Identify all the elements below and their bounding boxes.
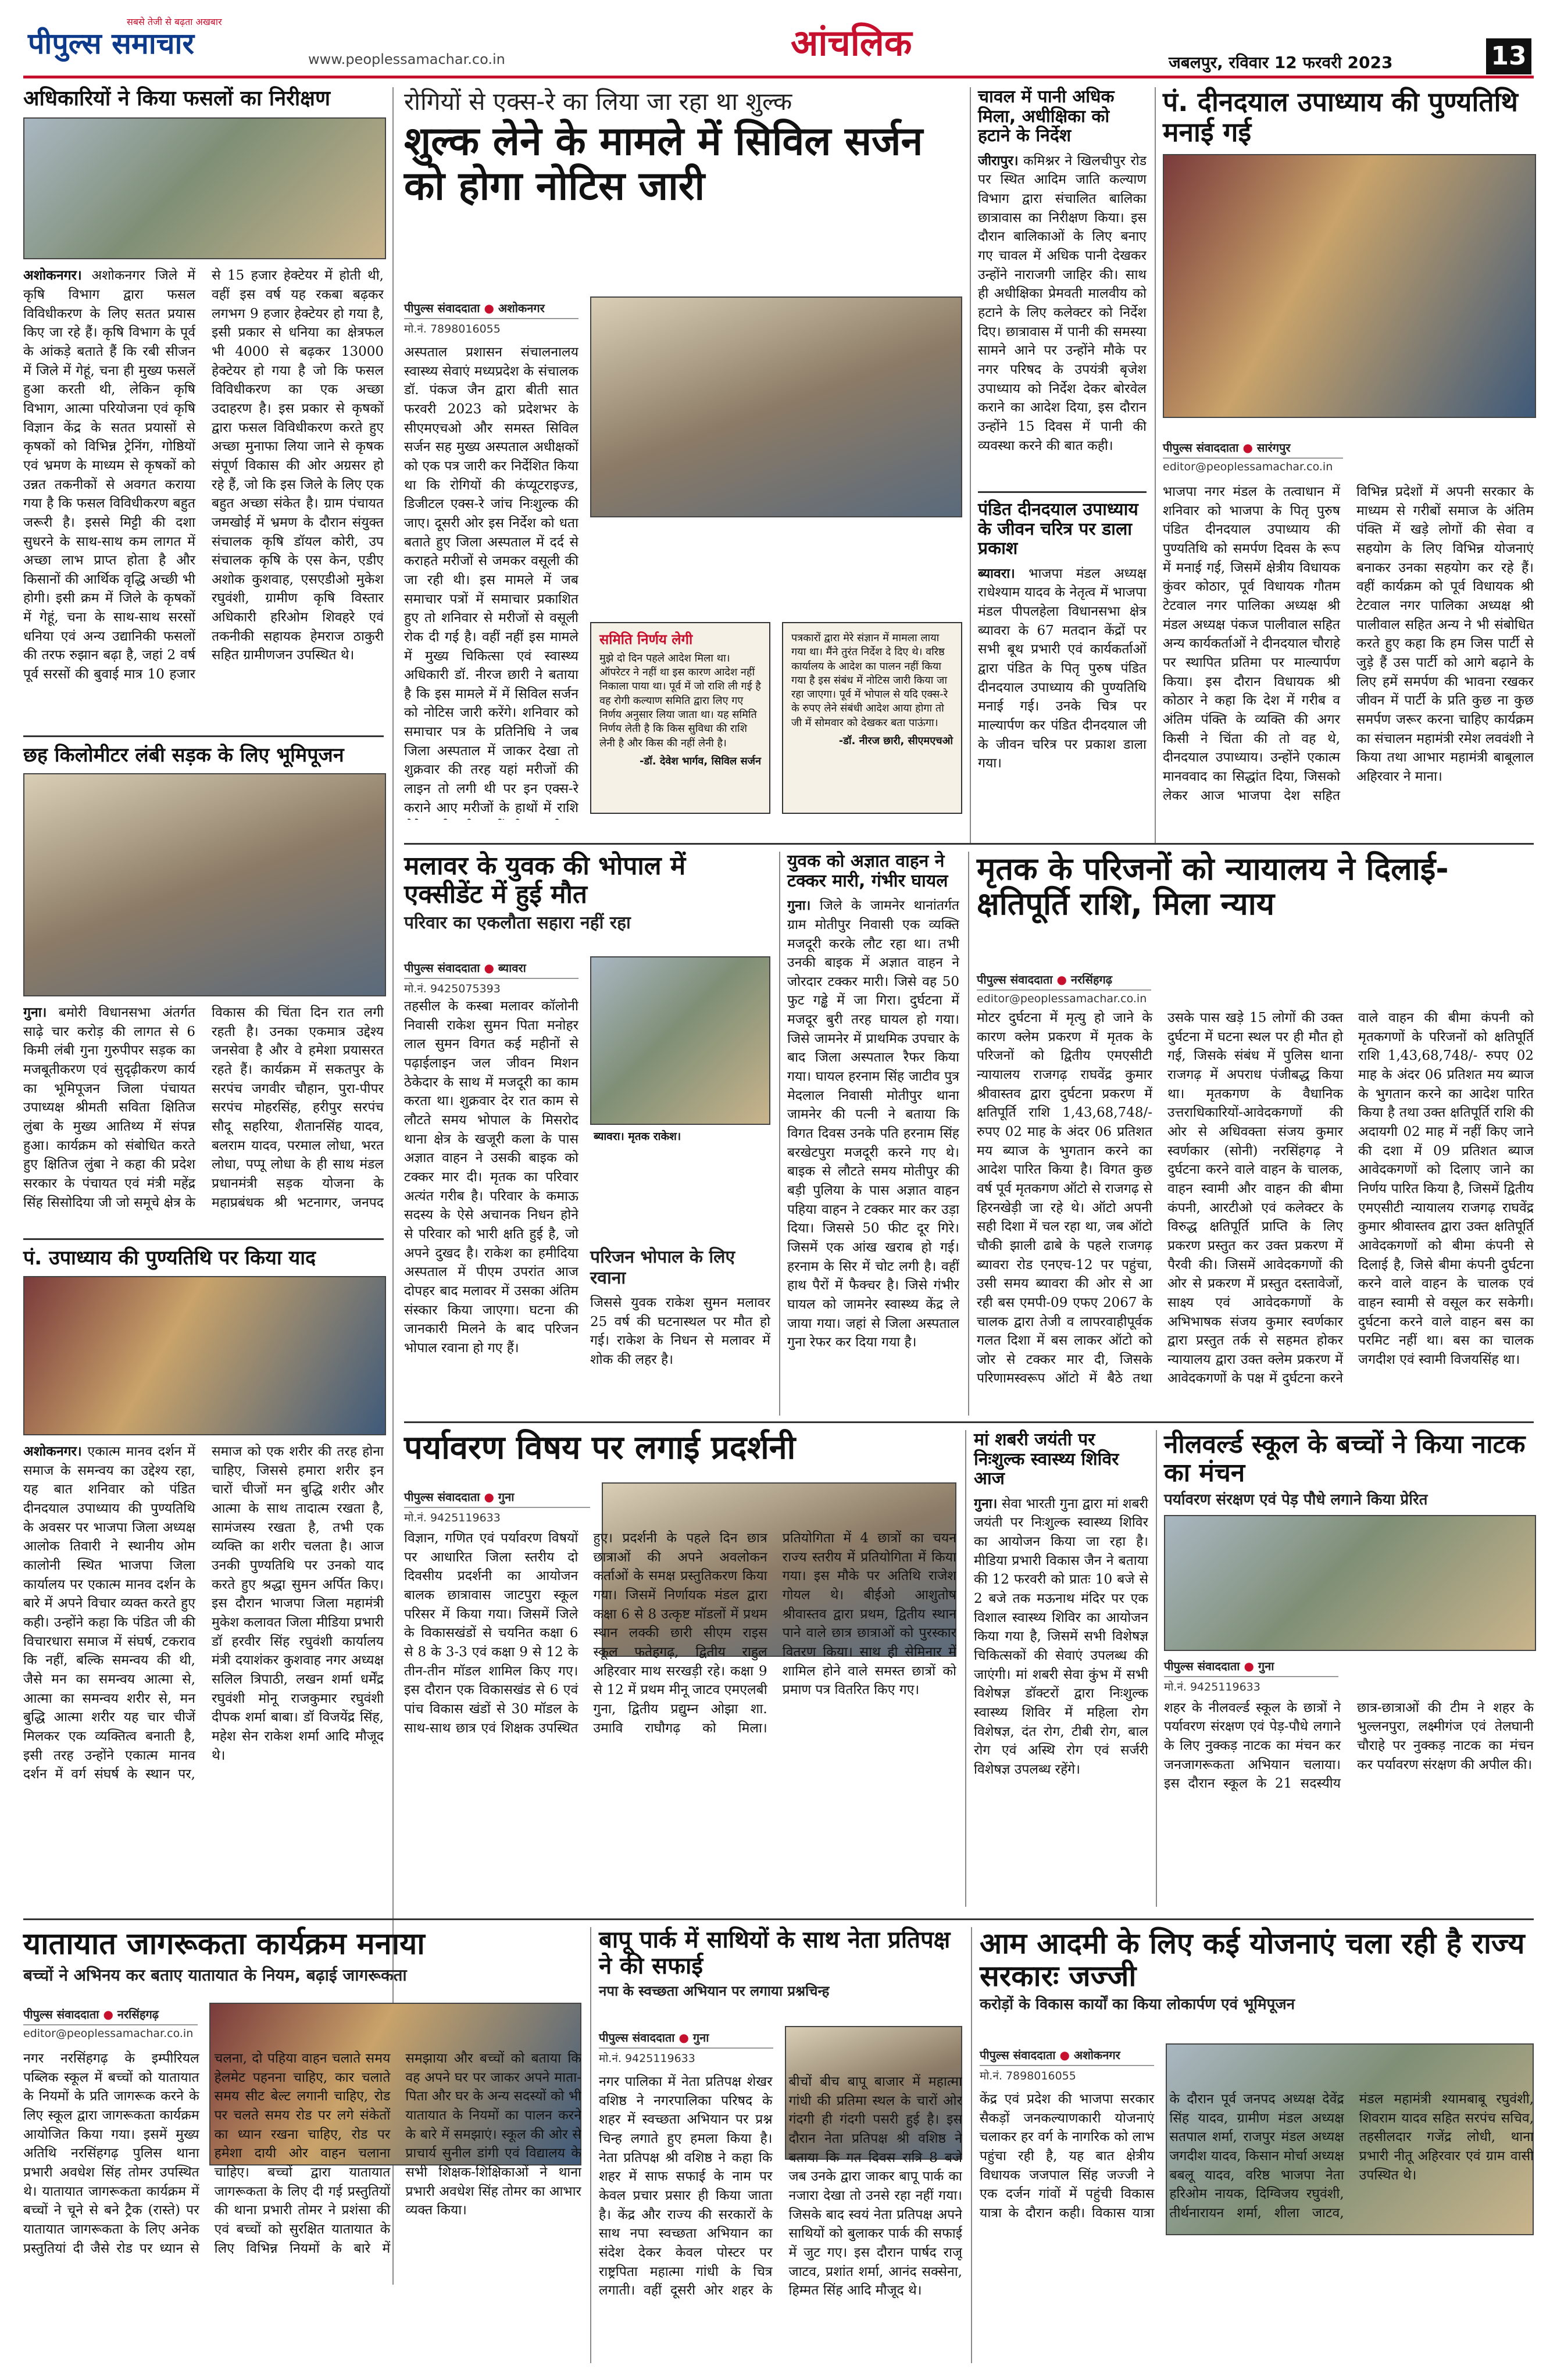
article-traffic: [23, 1927, 581, 2369]
quote-sign: -डॉ. नीरज छारी, सीएमएचओ: [838, 735, 953, 748]
column-rule: [971, 1927, 972, 2363]
deceased-photo: [590, 956, 770, 1125]
quote-title: समिति निर्णय लेगी: [599, 631, 693, 648]
dateline: अशोकनगर।: [23, 268, 82, 284]
byline-mobile: मो.नं. 7898016055: [404, 323, 501, 335]
byline-place: अशोकनगर: [1073, 2048, 1120, 2062]
byline-label: पीपुल्स संवाददाता: [23, 2007, 99, 2021]
headline: पं. उपाध्याय की पुण्यतिथि पर किया याद: [23, 1246, 316, 1270]
byline: पीपुल्स संवाददाता ● अशोकनगर मो.नं. 7898016055: [980, 2043, 1154, 2083]
deck: परिवार का एकलौता सहारा नहीं रहा: [404, 912, 631, 933]
neelwarld-photo: [1164, 1515, 1536, 1651]
byline-place: गुना: [692, 2031, 709, 2045]
article-crops: [23, 87, 384, 727]
quote-text: मुझे दो दिन पहले आदेश मिला था। ऑपरेटर ने नहीं था इस कारण आदेश नहीं निकाला पाया था। पूर्व में जो राशि ली गई है वह रोगी कल्याण समिति द्वारा लिए गए निर्णय अनुसार लिया जाता था। यह समिति निर्णय लेती है कि किस सुविधा की राशि लेनी है और किस की नहीं लेनी है।: [599, 652, 761, 749]
byline-place: ब्यावरा: [498, 961, 526, 975]
byline-label: पीपुल्स संवाददाता: [1164, 1659, 1240, 1673]
article-sarangpur: [1163, 87, 1534, 837]
paper-tagline: सबसे तेजी से बढ़ता अखबार: [127, 16, 222, 27]
deck: बच्चों ने अभिनय कर बताए यातायात के नियम, बढ़ाई जागरूकता: [23, 1966, 407, 1985]
sub-body: जिससे युवक राकेश सुमन मलावर 25 वर्ष की घटनास्थल पर मौत हो गई। राकेश के निधन से मलावर में शोक की लहर है।: [590, 1295, 770, 1367]
article-body: भाजपा नगर मंडल के तत्वाधान में शनिवार को भाजपा के पितृ पुरुष पंडित दीनदयाल उपाध्याय की पुण्यतिथि को समर्पण दिवस के रूप में मनाई गई, जिसमें क्षेत्रीय विधायक कुंवर कोठार, पूर्व विधायक गौतम टेटवाल नगर पालिका अध्यक्ष श्री मंडल अध्यक्ष पंकज पालीवाल सहित अन्य कार्यकर्ताओं ने दीनदयाल चौराहे पर स्थापित प्रतिमा पर माल्यार्पण किया। इस दौरान विधायक श्री कोठार ने कहा कि देश में गरीब व अंतिम पंक्ति के व्यक्ति की अगर किसी ने चिंता की तो वह थे, दीनदयाल उपाध्याय। उन्होंने एकात्म मानववाद का सिद्धांत दिया, जिसको लेकर आज भाजपा देश सहित विभिन्न प्रदेशों में अपनी सरकार के माध्यम से गरीबों समाज के अंतिम पंक्ति में खड़े लोगों की सेवा व सहयोग के लिए विभिन्न योजनाएं बनाकर उनका सहयोग कर रहे हैं। वहीं कार्यक्रम को पूर्व विधायक श्री टेटवाल नगर पालिका अध्यक्ष श्री पालीवाल सहित अन्य ने भी संबोधित करते हुए कहा कि हम जिस पार्टी से जुड़े हैं उस पार्टी को आगे बढ़ाने के लिए हमें समर्पण की भावना रखकर जीवन में पार्टी के प्रति कुछ ना कुछ समर्पण जरूर करना चाहिए कार्यक्रम का संचालन महामंत्री रमेश लववंशी ने किया तथा आभार महामंत्री बाबूलाल अहिरवार ने माना।: [1163, 484, 1534, 803]
article-body: गुना। जिले के जामनेर थानांतर्गत ग्राम मोतीपुर निवासी एक व्यक्ति मजदूरी करके लौट रहा था। तभी उनकी बाइक में अज्ञात वाहन ने जोरदार टक्कर मारी। जिसे वह 50 फुट गड्ढे में जा गिरा। दुर्घटना में मजदूर बुरी तरह घायल हो गया। जिसे जामनेर में प्राथमिक उपचार के बाद जिला अस्पताल रैफर किया गया। घायल हरनाम सिंह जाटीव पुत्र मेदलाल निवासी मोतीपुर थाना जामनेर की पत्नी ने बताया कि विगत दिवस उनके पति हरनाम सिंह बरखेटपुरा मजदूरी करने गए थे। बाइक से लौटते समय मोतीपुर की बड़ी पुलिया के पास अज्ञात वाहन पहिया वाहन ने टक्कर मार कर उड़ा दिया। जिससे 50 फीट दूर गिरे। जिसमें एक आंख खराब हो गई। हरनाम के सिर में चोट लगी है। वहीं हाथ पैरों में फैक्चर है। जिसे गंभीर घायल को जामनेर स्वास्थ्य केंद्र ले जाया गया। जहां से जिला अस्पताल गुना रेफर कर दिया गया है।: [787, 898, 959, 1350]
quote-text: पत्रकारों द्वारा मेरे संज्ञान में मामला लाया गया था। मैंने तुरंत निर्देश दे दिए थे। वरिष्ठ कार्यालय के आदेश का पालन नहीं किया गया है इस संबंध में नोटिस जारी किया जा रहा जाएगा। पूर्व में भोपाल से यदि एक्स-रे के रुपए लेने संबंधी आदेश आया होगा तो जी में सोमवार को देखकर बता पाऊंगा।: [791, 632, 948, 729]
dateline: गुना।: [787, 898, 811, 914]
deck: नपा के स्वच्छता अभियान पर लगाया प्रश्नचिन्ह: [599, 1982, 830, 1999]
divider: [23, 735, 384, 737]
byline: पीपुल्स संवाददाता ● गुना मो.नं. 9425119633: [404, 1485, 590, 1525]
article-body: गुना। बमोरी विधानसभा अंतर्गत साढ़े चार करोड़ की लागत से 6 किमी लंबी गुना गुरुपीपर सड़क का मजबूतीकरण एवं सुदृढ़ीकरण कार्य का भूमिपूजन जिला पंचायत उपाध्यक्ष श्रीमती सविता क्षितिज लुंबा के मुख्य आतिथ्य में संपन्न हुआ। कार्यक्रम को संबोधित करते हुए क्षितिज लुंबा ने कहा की प्रदेश सरकार के पंचायत एवं मंत्री महेंद्र सिंह सिसोदिया जी जो समूचे क्षेत्र के विकास की चिंता दिन रात लगी रहती है। उनका एकमात्र उद्देश्य जनसेवा है और वे हमेशा प्रयासरत रहते हैं। कार्यक्रम में सकतपुर के सरपंच जगवीर चौहान, पुरा-पीपर सरपंच मोहरसिंह, हरीपुर सरपंच सौदू सहरिया, शैतानसिंह यादव, बलराम यादव, परमाल लोधा, भरत लोधा, पप्पू लोधा के ही साथ मंडल प्रधानमंत्री सड़क योजना के महाप्रबंधक श्री भटनागर, जनपद: [23, 1005, 384, 1210]
article-body: अशोकनगर। अशोकनगर जिले में कृषि विभाग द्वारा फसल विविधीकरण के लिए सतत प्रयास किए जा रहे हैं। कृषि विभाग के पूर्व के आंकड़े बताते हैं कि रबी सीजन में जिले में गेहूं, चना ही मुख्य फसलें हुआ करती थी, लेकिन कृषि विभाग, आत्मा परियोजना एवं कृषि विज्ञान केंद्र के सतत प्रयासों से कृषकों को विभिन्न ट्रेनिंग, गोष्ठियों एवं भ्रमण के माध्यम से कृषकों को उन्नत तकनीकों से अवगत कराया गया है कि फसल विविधीकरण बहुत जरूरी है। इससे मिट्टी की दशा सुधरने के साथ-साथ कम लागत में अच्छा लाभ प्राप्त होता है और किसानों की आर्थिक वृद्धि अच्छी भी होगी। इसी क्रम में जिले के कृषकों में गेहूं, चना के साथ-साथ सरसों धनिया एवं अन्य उद्यानिकी फसलों की तरफ रुझान बढ़ा है, जहां 2 वर्ष पूर्व सरसों की बुवाई मात्र 10 हजार से 15 हजार हेक्टेयर में होती थी, वहीं इस वर्ष यह रकबा बढ़कर लगभग 9 हजार हेक्टेयर हो गया है, इसी प्रकार से धनिया का क्षेत्रफल भी 4000 से बढ़कर 13000 हेक्टेयर हो गया है जो कि फसल विविधीकरण का एक अच्छा उदाहरण है। इस प्रकार से कृषकों द्वारा फसल विविधीकरण करते हुए अच्छा मुनाफा लिया जाने से कृषक संपूर्ण विकास की ओर अग्रसर हो रहे हैं, जो कि इस जिले के लिए एक बहुत अच्छा संकेत है। ग्राम पंचायत जमखोई में भ्रमण के दौरान संयुक्त संचालक कृषि डॉयल कोरी, उप संचालक कृषि के एस केन, एडीए अशोक कुशवाह, एसएडीओ मुकेश रघुवंशी, ग्रामीण कृषि विस्तार अधिकारी हरिओम शिवहरे एवं तकनीकी सहायक हेमराज ठाकुरी सहित ग्रामीणजन उपस्थित थे।: [23, 268, 384, 682]
column-rule: [965, 1430, 966, 1907]
masthead: [0, 0, 1557, 76]
crops-photo: [23, 117, 386, 259]
article-body: अशोकनगर। एकात्म मानव दर्शन में समाज के समन्वय का उद्देश्य रहा, यह बात शनिवार को पंडित दीनदयाल उपाध्याय की पुण्यतिथि के अवसर पर भाजपा जिला अध्यक्ष आलोक तिवारी ने स्थानीय ओम कालोनी स्थित भाजपा जिला कार्यालय पर एकात्म मानव दर्शन के बारे में अपने विचार व्यक्त करते हुए कही। उन्होंने कहा कि पंडित जी की विचारधारा समाज में संघर्ष, टकराव कि नहीं, बल्कि समन्वय की थी, जैसे मन का समन्वय आत्मा से, आत्मा का समन्वय शरीर से, मन बुद्धि आत्मा शरीर यह चार चीजें मिलकर एक व्यक्तित्व बनाती है, इसी तरह उन्होंने एकात्म मानव दर्शन में वर्ग संघर्ष के स्थान पर, समाज को एक शरीर की तरह होना चाहिए, जिससे हमारा शरीर इन चारों चीजों मन बुद्धि शरीर और आत्मा के साथ तादात्म रखता है, सामंजस्य रखता है, तभी एक व्यक्ति का शरीर चलता है। आज उनकी पुण्यतिथि पर उनको याद करते हुए श्रद्धा सुमन अर्पित किए। इस दौरान भाजपा जिला महामंत्री मुकेश कलावत जिला मीडिया प्रभारी डॉ हरवीर सिंह रघुवंशी कार्यालय मंत्री दयाशंकर कुशवाह नगर अध्यक्ष सलिल त्रिपाठी, लखन शर्मा धर्मेंद्र रघुवंशी मोनू राजकुमार रघुवंशी दीपक शर्मा बाबा। डॉ विजयेंद्र सिंह, महेश सेन राकेश शर्मा आदि मौजूद थे।: [23, 1444, 384, 1782]
article-neelwarld: [1164, 1430, 1534, 1907]
byline-email[interactable]: editor@peoplessamachar.co.in: [977, 992, 1147, 1005]
headline: छह किलोमीटर लंबी सड़क के लिए भूमिपूजन: [23, 744, 344, 767]
paper-name: पीपुल्स समाचार: [28, 27, 194, 60]
horizontal-rule: [404, 1421, 1534, 1423]
byline-label: पीपुल्स संवाददाता: [404, 1490, 480, 1504]
article-body: तहसील के कस्बा मलावर कॉलोनी निवासी राकेश सुमन पिता मनोहर लाल सुमन विगत कई महीनों से पढ़ाईलाइन जल जीवन मिशन ठेकेदार के साथ में मजदूरी का काम करता था। शुक्रवार देर रात काम से लौटते समय भोपाल के मिसरोद थाना क्षेत्र के खजूरी कला के पास अज्ञात वाहन ने उसकी बाइक को टक्कर मार दी। मृतक का परिवार अत्यंत गरीब है। परिवार के कमाऊ सदस्य के ऐसे अचानक निधन होने से परिवार को भारी क्षति हुई है, जो अपने दुखद है। राकेश का हमीदिया अस्पताल में पीएम उपरांत आज दोपहर बाद मलावर में उसका अंतिम संस्कार किया जाएगा। घटना की जानकारी मिलने के बाद परिजन भोपाल रवाना हो गए हैं।: [404, 999, 578, 1356]
hospital-photo: [590, 296, 962, 517]
column-rule: [1155, 87, 1156, 843]
quote-box-cmho: [782, 622, 962, 814]
masthead-rule: [23, 76, 1534, 78]
divider: [978, 491, 1147, 493]
byline-label: पीपुल्स संवाददाता: [980, 2048, 1056, 2062]
column-rule: [590, 1927, 591, 2363]
article-body: जीरापुर। कमिश्नर ने खिलचीपुर रोड पर स्थित आदिम जाति कल्याण विभाग द्वारा संचालित बालिका छात्रावास का निरीक्षण किया। इस दौरान बालिकाओं के लिए बनाए गए चावल में अधिक पानी देखकर उन्होंने नाराजगी जाहिर की। साथ ही अधीक्षिका प्रेमवती मालवीय को हटाने के लिए कलेक्टर को निर्देश दिए। छात्रावास में पानी की समस्या सामने आने पर उन्होंने मौके पर नगर परिषद के उपयंत्री बृजेश उपाध्याय को निर्देश देकर बोरवेल कराने का आदेश दिया, इस दौरान उन्होंने 15 दिवस में पानी की व्यवस्था करने की बात कही।: [978, 153, 1147, 453]
horizontal-rule: [404, 843, 1534, 845]
byline-label: पीपुल्स संवाददाता: [1163, 441, 1239, 455]
byline-email[interactable]: editor@peoplessamachar.co.in: [1163, 460, 1333, 473]
article-body: शहर के नीलवर्ल्ड स्कूल के छात्रों ने पर्यावरण संरक्षण एवं पेड़-पौधे लगाने के लिए नुक्कड़ नाटक का मंचन कर जनजागरूकता अभियान चलाया। इस दौरान स्कूल के 21 सदस्यीय छात्र-छात्राओं की टीम ने शहर के भुल्लनपुरा, लक्ष्मीगंज एवं तेलघानी चौराहे पर नुक्कड़ नाटक का मंचन कर पर्यावरण संरक्षण की अपील की।: [1164, 1700, 1534, 1792]
headline: पर्यावरण विषय पर लगाई प्रदर्शनी: [404, 1429, 796, 1467]
byline: पीपुल्स संवाददाता ● गुना मो.नं. 9425119633: [599, 2026, 773, 2065]
sub-headline: परिजन भोपाल के लिए रवाना: [590, 1247, 735, 1288]
byline-place: नरसिंहगढ़: [1070, 973, 1112, 987]
byline-label: पीपुल्स संवाददाता: [599, 2031, 675, 2045]
dateline: गुना।: [974, 1496, 998, 1511]
headline: चावल में पानी अधिक मिला, अधीक्षिका को हटाने के निर्देश: [978, 87, 1115, 146]
dateline: जीरापुर।: [978, 153, 1019, 169]
column-rule: [779, 852, 780, 1416]
article-bapu-park: [599, 1927, 962, 2369]
article-shabri: [974, 1430, 1148, 1907]
byline-place: गुना: [1258, 1659, 1274, 1673]
article-upadhyay-yaad: [23, 1247, 384, 1916]
byline: पीपुल्स संवाददाता ● सारंगपुर editor@peoplessamachar.co.in: [1163, 436, 1343, 473]
dateline: गुना।: [23, 1005, 47, 1021]
column-rule: [1156, 1430, 1157, 1907]
deck: करोड़ों के विकास कार्यों का किया लोकार्पण एवं भूमिपूजन: [980, 1996, 1295, 2013]
headline: नीलवर्ल्ड स्कूल के बच्चों ने किया नाटक का मंचन: [1164, 1430, 1526, 1488]
article-body: मोटर दुर्घटना में मृत्यु हो जाने के कारण क्लेम प्रकरण में मृतक के परिजनों को द्वितीय एमएसीटी न्यायालय राजगढ़ राघवेंद्र कुमार श्रीवास्तव द्वारा दुर्घटना प्रकरण में क्षतिपूर्ति राशि 1,43,68,748/- रुपए 02 माह के अंदर 06 प्रतिशत मय ब्याज के भुगतान करने का आदेश पारित किया है। विगत कुछ वर्ष पूर्व मृतकगण ऑटो से राजगढ़ से हिरनखेड़ी जा रहे थे। ऑटो अपनी सही दिशा में चल रहा था, जब ऑटो चौकी झाली ढाबे के पहले राजगढ़ ब्यावरा रोड एनएच-12 पर पहुंचा, उसी समय ब्यावरा की ओर से आ रही बस एमपी-09 एफए 2067 के चालक द्वारा तेजी व लापरवाहीपूर्वक गलत दिशा में बस लाकर ऑटो को जोर से टक्कर मार दी, जिसके परिणामस्वरूप ऑटो में बैठे तथा उसके पास खड़े 15 लोगों की उक्त दुर्घटना में घटना स्थल पर ही मौत हो गई, जिसके संबंध में पुलिस थाना राजगढ़ में अपराध पंजीबद्ध किया था। मृतकगण के वैधानिक उत्तराधिकारियों-आवेदकगणों की ओर से अधिवक्ता संजय कुमार स्वर्णकार (सोनी) नरसिंहगढ़ ने दुर्घटना करने वाले वाहन के चालक, वाहन स्वामी और वाहन की बीमा कंपनी, आरटीओ एवं कलेक्टर के विरुद्ध क्षतिपूर्ति प्राप्ति के लिए प्रकरण प्रस्तुत कर उक्त प्रकरण में पैरवी की। जिसमें आवेदकगणों की ओर से प्रकरण में प्रस्तुत दस्तावेजों, साक्ष्य एवं आवेदकगणों के अभिभाषक संजय कुमार स्वर्णकार द्वारा प्रस्तुत तर्क से सहमत होकर न्यायालय द्वारा उक्त क्लेम प्रकरण में आवेदकगणों के पक्ष में दुर्घटना करने वाले वाहन की बीमा कंपनी को मृतकगणों के परिजनों को क्षतिपूर्ति राशि 1,43,68,748/- रुपए 02 माह के अंदर 06 प्रतिशत मय ब्याज के भुगतान करने का आदेश पारित किया है तथा उक्त क्षतिपूर्ति राशि की अदायगी 02 माह में नहीं किए जाने की दशा में 09 प्रतिशत ब्याज आवेदकगणों को दिलाए जाने का निर्णय पारित किया है, जिसमें द्वितीय एमएसीटी न्यायालय राजगढ़ राघवेंद्र कुमार श्रीवास्तव द्वारा उक्त क्षतिपूर्ति आवेदकगणों को बीमा कंपनी से दिलाई है, जिसे बीमा कंपनी दुर्घटना करने वाले वाहन के चालक एवं वाहन स्वामी से वसूल कर सकेगी। दुर्घटना करने वाले वाहन बस का परमिट नहीं था। बस का चालक जगदीश एवं स्वामी विजयसिंह था।: [977, 1010, 1534, 1386]
byline-email[interactable]: editor@peoplessamachar.co.in: [23, 2027, 194, 2040]
quote-sign: -डॉ. देवेश भार्गव, सिविल सर्जन: [640, 755, 761, 767]
paper-logo: [28, 15, 295, 67]
headline: मां शबरी जयंती पर निःशुल्क स्वास्थ्य शिविर आज: [974, 1430, 1119, 1489]
article-deendayal-charitra: [978, 500, 1147, 837]
byline: पीपुल्स संवाददाता ● ब्यावरा मो.नं. 9425075393: [404, 956, 578, 996]
byline: पीपुल्स संवाददाता ● नरसिंहगढ़ editor@peoplessamachar.co.in: [977, 968, 1151, 1005]
article-body: विज्ञान, गणित एवं पर्यावरण विषयों पर आधारित जिला स्तरीय दो दिवसीय प्रदर्शनी का आयोजन बालक छात्रावास जाटपुरा स्कूल परिसर में किया गया। जिसमें जिले के विकासखंडों से चयनित कक्षा 6 से 8 के 3-3 एवं कक्षा 9 से 12 के तीन-तीन मॉडल शामिल किए गए। इस दौरान एक विकासखंड से 6 एवं पांच विकास खंडों से 30 मॉडल के साथ-साथ छात्र एवं शिक्षक उपस्थित हुए। प्रदर्शनी के पहले दिन छात्र छात्राओं की अपने अवलोकन कर्ताओं के समक्ष प्रस्तुतिकरण किया गया। जिसमें निर्णायक मंडल द्वारा कक्षा 6 से 8 उत्कृष्ट मॉडलों में प्रथम स्थान लक्की छारी सीएम राइस स्कूल फतेहगढ़, द्वितीय राहुल अहिरवार माथ सरखड़ी रहे। कक्षा 9 से 12 में प्रथम मीनू जाटव एमएलबी गुना, द्वितीय प्रद्युम्न ओझा शा. उमावि राघौगढ़ को मिला। प्रतियोगिता में 4 छात्रों का चयन राज्य स्तरीय में प्रतियोगिता में किया गया। इस मौके पर अतिथि राजेश गोयल थे। बीईओ आशुतोष श्रीवास्तव द्वारा प्रथम, द्वितीय स्थान पाने वाले छात्र छात्राओं को पुरस्कार वितरण किया। साथ ही सेमिनार में शामिल होने वाले समस्त छात्रों को प्रमाण पत्र वितरित किए गए।: [404, 1531, 956, 1736]
headline: पं. दीनदयाल उपाध्याय की पुण्यतिथि मनाई गई: [1163, 86, 1518, 148]
headline: मृतक के परिजनों को न्यायालय ने दिलाई-क्षतिपूर्ति राशि, मिला न्याय: [977, 850, 1449, 923]
byline-place: नरसिंहगढ़: [117, 2007, 159, 2021]
byline-label: पीपुल्स संवाददाता: [404, 301, 480, 315]
article-xray: [404, 87, 962, 831]
article-exhibition: [404, 1430, 956, 1907]
article-body: केंद्र एवं प्रदेश की भाजपा सरकार सैकड़ों जनकल्याणकारी योजनाएं चलाकर हर वर्ग के नागरिक को लाभ पहुंचा रही है, यह बात क्षेत्रीय विधायक जजपाल सिंह जज्जी ने एक दर्जन गांवों में पहुंची विकास यात्रा के दौरान कही। विकास यात्रा के दौरान पूर्व जनपद अध्यक्ष देवेंद्र सिंह यादव, ग्रामीण मंडल अध्यक्ष सतपाल शर्मा, राजपुर मंडल अध्यक्ष जगदीश यादव, किसान मोर्चा अध्यक्ष बबलू यादव, वरिष्ठ भाजपा नेता हरिओम नायक, दिग्विजय रघुवंशी, तीर्थनारायन शर्मा, शीला जाटव, मंडल महामंत्री श्यामबाबू रघुवंशी, शिवराम यादव सहित सरपंच सचिव, तहसीलदार गजेंद्र लोधी, थाना प्रभारी नीतू अहिरवार एवं ग्राम वासी उपस्थित थे।: [980, 2092, 1534, 2221]
dateline: ब्यावरा।: [978, 566, 1015, 581]
article-court: [977, 852, 1534, 1416]
headline: शुल्क लेने के मामले में सिविल सर्जन को होगा नोटिस जारी: [404, 119, 923, 209]
byline-place: सारंगपुर: [1256, 441, 1291, 455]
headline: युवक को अज्ञात वाहन ने टक्कर मारी, गंभीर घायल: [787, 851, 948, 891]
deck: पर्यावरण संरक्षण एवं पेड़ पौधे लगाने किया प्रेरित: [1164, 1491, 1428, 1509]
byline: पीपुल्स संवाददाता ● नरसिंहगढ़ editor@peoplessamachar.co.in: [23, 2003, 198, 2040]
headline: अधिकारियों ने किया फसलों का निरीक्षण: [23, 87, 331, 110]
article-injured: [787, 852, 959, 1416]
byline-label: पीपुल्स संवाददाता: [977, 973, 1053, 987]
page-number: 13: [1486, 38, 1531, 74]
byline: पीपुल्स संवाददाता ● गुना: [1164, 1654, 1338, 1677]
byline-place: गुना: [498, 1490, 515, 1504]
byline-place: अशोकनगर: [498, 301, 545, 315]
dateline: अशोकनगर।: [23, 1444, 82, 1460]
photo-caption: ब्यावरा। मृतक राकेश।: [590, 1127, 770, 1145]
byline: पीपुल्स संवाददाता ● अशोकनगर मो.नं. 7898016055: [404, 296, 578, 336]
section-title: आंचलिक: [791, 22, 912, 64]
article-body: अस्पताल प्रशासन संचालनालय स्वास्थ्य सेवाएं मध्यप्रदेश के संचालक डॉ. पंकज जैन द्वारा बीती सात फरवरी 2023 को प्रदेशभर के सीएमएचओ और समस्त सिविल सर्जन सह मुख्य अस्पताल अधीक्षकों को एक पत्र जारी कर निर्देशित किया था कि रोगियों की कंप्यूटराइज्ड, डिजीटल एक्स-रे जांच निःशुल्क की जाए। दूसरी ओर इस निर्देश को धता बताते हुए जिला अस्पताल में दर्द से कराहते मरीजों से जमकर वसूली की जा रही थी। इस मामले में जब समाचार पत्रों में समाचार प्रकाशित हुए तो शनिवार से मरीजों से वसूली रोक दी गई है। वहीं नहीं इस मामले में मुख्य चिकित्सा एवं स्वास्थ्य अधिकारी डॉ. नीरज छारी ने बताया है कि इस मामले में में सिविल सर्जन को नोटिस जारी करेंगे। शनिवार को समाचार पत्र के प्रतिनिधि ने जब जिला अस्पताल में जाकर देखा तो शुक्रवार की तरह यहां मरीजों की लाइन तो लगी थी पर इन एक्स-रे कराने आए मरीजों के हाथों में राशि: [404, 345, 578, 816]
website-url[interactable]: www.peoplessamachar.co.in: [308, 51, 505, 67]
article-water: [978, 87, 1147, 488]
byline-mobile: मो.नं. 7898016055: [980, 2070, 1076, 2082]
article-body: ब्यावरा। भाजपा मंडल अध्यक्ष राधेश्याम यादव के नेतृत्व में भाजपा मंडल पीपलहेला विधानसभा क्षेत्र ब्यावरा के 67 मतदान केंद्रों पर सभी बूथ प्रभारी एवं कार्यकर्ताओं द्वारा पंडित के पितृ पुरुष पंडित दीनदयाल उपाध्याय की पुण्यतिथि मनाई गई। उनके चित्र पर माल्यार्पण कर पंडित दीनदयाल जी के जीवन चरित्र पर प्रकाश डाला गया।: [978, 566, 1147, 771]
column-rule: [968, 852, 969, 1416]
sarangpur-photo: [1163, 154, 1536, 418]
byline-mobile: मो.नं. 9425119633: [404, 1511, 501, 1524]
headline: बापू पार्क में साथियों के साथ नेता प्रतिपक्ष ने की सफाई: [599, 1927, 951, 1979]
headline: यातायात जागरूकता कार्यक्रम मनाया: [23, 1927, 425, 1961]
byline-mobile: मो.नं. 9425119633: [599, 2052, 695, 2065]
headline: मलावर के युवक की भोपाल में एक्सीडेंट में हुई मौत: [404, 851, 686, 910]
article-malawar: [404, 852, 770, 1416]
kicker: रोगियों से एक्स-रे का लिया जा रहा था शुल्क: [404, 87, 792, 116]
bjp-office-photo: [23, 1276, 386, 1435]
byline-mobile: मो.नं. 9425119633: [1164, 1680, 1260, 1693]
article-body: गुना। सेवा भारती गुना द्वारा मां शबरी जयंती पर निःशुल्क स्वास्थ्य शिविर का आयोजन किया जा रहा है। मीडिया प्रभारी विकास जैन ने बताया की 12 फरवरी को प्रातः 10 बजे से 2 बजे तक मऊनाथ मंदिर पर एक विशाल स्वास्थ्य शिविर का आयोजन किया गया है, जिसमें सभी विशेषज्ञ चिकित्सकों की सेवाएं उपलब्ध की जाएंगी। मां शबरी सेवा कुंभ में सभी विशेषज्ञ डॉक्टरों द्वारा निःशुल्क स्वास्थ्य शिविर में महिला रोग विशेषज्ञ, दंत रोग, टीबी रोग, बाल रोग एवं अस्थि रोग एवं सर्जरी विशेषज्ञ उपलब्ध रहेंगे।: [974, 1496, 1148, 1777]
article-road: [23, 744, 384, 1232]
road-photo: [23, 773, 386, 996]
article-body: नगर पालिका में नेता प्रतिपक्ष शेखर वशिष्ठ ने नगरपालिका परिषद के शहर में स्वच्छता अभियान पर प्रश्न चिन्ह लगाते हुए हमला किया है। नेता प्रतिपक्ष श्री वशिष्ठ ने कहा कि शहर में साफ सफाई के नाम पर केवल प्रचार प्रसार ही किया जाता है। केंद्र और राज्य की सरकारों के साथ नपा स्वच्छता अभियान का संदेश देकर केवल पोस्टर पर राष्ट्रपिता महात्मा गांधी के चित्र लगाती। वहीं दूसरी ओर शहर के बीचों बीच बापू बाजार में महात्मा गांधी की प्रतिमा स्थल के चारों ओर गंदगी ही गंदगी पसरी हुई है। इस दौरान नेता प्रतिपक्ष श्री वशिष्ठ ने बताया कि गत दिवस रात्रि 8 बजे जब उनके द्वारा जाकर बापू पार्क का नजारा देखा तो उनसे रहा नहीं गया। जिसके बाद स्वयं नेता प्रतिपक्ष अपने साथियों को बुलाकर पार्क की सफाई में जुट गए। इस दौरान पार्षद राजू जाटव, प्रशांत शर्मा, आनंद सक्सेना, हिम्मत सिंह आदि मौजूद थे।: [599, 2074, 962, 2299]
quote-box-civil-surgeon: [590, 622, 770, 814]
headline: पंडित दीनदयाल उपाध्याय के जीवन चरित्र पर डाला प्रकाश: [978, 499, 1138, 559]
column-rule: [970, 87, 971, 843]
article-jajji: [980, 1927, 1534, 2369]
byline-mobile: मो.नं. 9425075393: [404, 982, 501, 995]
byline-label: पीपुल्स संवाददाता: [404, 961, 480, 975]
sub-story: [590, 1247, 770, 1404]
article-body: नगर नरसिंहगढ़ के इम्पीरियल पब्लिक स्कूल में बच्चों को यातायात के नियमों के प्रति जागरूक करने के लिए स्कूल द्वारा जागरूकता कार्यक्रम आयोजित किया गया। इसमें मुख्य अतिथि नरसिंहगढ़ पुलिस थाना प्रभारी अवधेश सिंह तोमर उपस्थित थे। यातायात जागरूकता कार्यक्रम में बच्चों ने चूने से बने ट्रैक (रास्ते) पर यातायात जागरूकता के लिए अनेक प्रस्तुतियां दी जैसे रोड पर ध्यान से चलना, दो पहिया वाहन चलाते समय हेलमेट पहनना चाहिए, कार चलाते समय सीट बेल्ट लगानी चाहिए, रोड पर चलते समय रोड पर लगे संकेतों का ध्यान रखना चाहिए, रोड पर हमेशा दायी ओर वाहन चलाना चाहिए। बच्चों द्वारा यातायात जागरूकता के लिए दी गई प्रस्तुतियों की थाना प्रभारी तोमर ने प्रशंसा की एवं बच्चों को सुरक्षित यातायात के लिए विभिन्न नियमों के बारे में समझाया और बच्चों को बताया कि वह अपने घर पर जाकर अपने माता-पिता और घर के अन्य सदस्यों को भी यातायात के नियमों का पालन करने के बारे में समझाएं। स्कूल की ओर से प्राचार्य सुनील डांगी एवं विद्यालय के सभी शिक्षक-शिक्षिकाओं ने थाना प्रभारी अवधेश सिंह तोमर का आभार व्यक्त किया।: [23, 2051, 581, 2256]
headline: आम आदमी के लिए कई योजनाएं चला रही है राज्य सरकारः जज्जी: [980, 1927, 1525, 1993]
horizontal-rule: [23, 1918, 1534, 1920]
divider: [23, 1238, 384, 1240]
issue-date: जबलपुर, रविवार 12 फरवरी 2023: [1169, 53, 1393, 72]
